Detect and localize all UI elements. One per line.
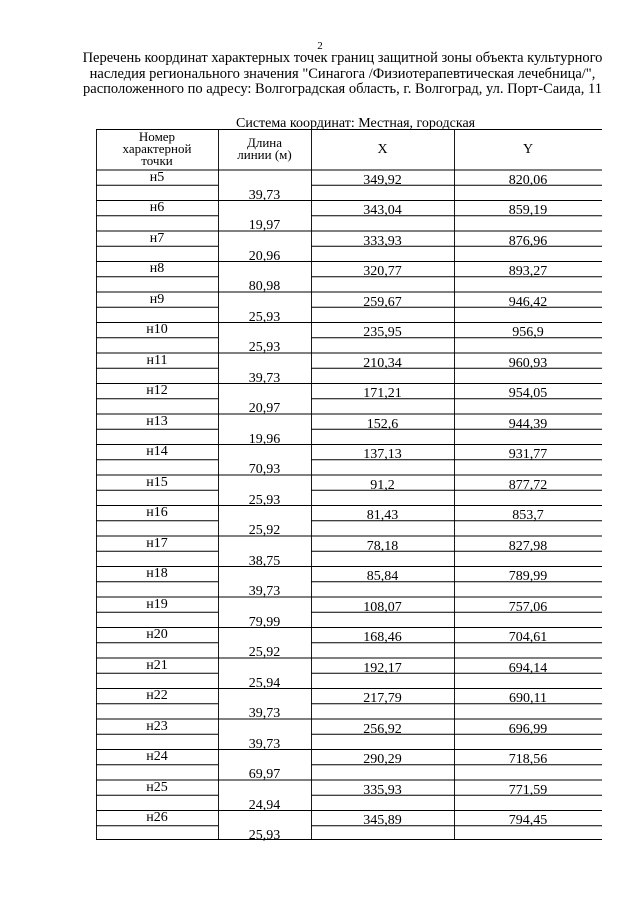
x-coordinate-cell: 192,17 (363, 660, 402, 676)
x-coordinate-cell: 217,79 (363, 691, 402, 706)
point-number-cell: н13 (146, 413, 168, 429)
point-number-cell: н10 (146, 322, 168, 337)
line-length-cell: 19,96 (248, 431, 281, 447)
x-coordinate-cell: 85,84 (366, 569, 399, 584)
x-coordinate-cell: 81,43 (366, 508, 399, 523)
x-coordinate-cell: 78,18 (366, 538, 399, 554)
line-length-cell: 24,94 (248, 797, 281, 813)
point-number-cell: н26 (146, 810, 168, 825)
point-number-cell: н7 (149, 230, 165, 246)
line-length-cell: 39,73 (248, 370, 281, 386)
y-coordinate-cell: 876,96 (508, 233, 548, 249)
x-coordinate-cell: 171,21 (363, 386, 402, 401)
line-length-cell: 39,73 (248, 736, 281, 752)
point-number-cell: н5 (149, 169, 165, 185)
y-coordinate-cell: 794,45 (508, 813, 548, 828)
header-line-length: Длина линии (м) (237, 135, 292, 162)
x-coordinate-cell: 168,46 (363, 630, 402, 645)
coordinates-table (96, 129, 602, 844)
x-coordinate-cell: 210,34 (363, 355, 402, 371)
line-length-cell: 69,97 (248, 767, 281, 783)
y-coordinate-cell: 956,9 (512, 325, 544, 340)
x-coordinate-cell: 108,07 (363, 599, 402, 615)
point-number-cell: н23 (146, 718, 168, 734)
line-length-cell: 25,93 (248, 309, 281, 325)
point-number-cell: н21 (146, 657, 168, 673)
y-coordinate-cell: 859,19 (508, 203, 548, 218)
line-length-cell: 25,94 (248, 675, 281, 691)
y-coordinate-cell: 718,56 (508, 752, 548, 767)
y-coordinate-cell: 704,61 (508, 630, 548, 645)
line-length-cell: 70,93 (248, 462, 281, 478)
y-coordinate-cell: 853,7 (512, 508, 544, 523)
x-coordinate-cell: 259,67 (363, 294, 402, 310)
line-length-cell: 25,93 (248, 492, 281, 508)
point-number-cell: н20 (146, 627, 168, 642)
document-title: Перечень координат характерных точек границ защитной зоны объекта культурного наследия регионального значения "Синагога /Физиотерапевтическая лечебница/", расположенного по адресу: Волгоградская область, г. Волгоград, ул. Порт-Саида, 11 (82, 50, 603, 97)
line-length-cell: 39,73 (248, 584, 281, 600)
line-length-cell: 80,98 (248, 279, 281, 295)
y-coordinate-cell: 960,93 (508, 355, 548, 371)
line-length-cell: 38,75 (248, 553, 281, 569)
line-length-cell: 19,97 (248, 218, 281, 234)
point-number-cell: н16 (146, 505, 168, 520)
point-number-cell: н8 (149, 261, 165, 276)
x-coordinate-cell: 290,29 (363, 752, 402, 767)
page-number: 2 (317, 40, 323, 52)
y-coordinate-cell: 690,11 (509, 691, 547, 706)
y-coordinate-cell: 893,27 (508, 264, 548, 279)
point-number-cell: н14 (146, 444, 168, 459)
coordinate-system-label: Система координат: Местная, городская (236, 116, 476, 131)
point-number-cell: н25 (146, 779, 168, 795)
point-number-cell: н15 (146, 474, 168, 490)
point-number-cell: н18 (146, 566, 168, 581)
y-coordinate-cell: 946,42 (508, 294, 548, 310)
point-number-cell: н6 (149, 200, 165, 215)
line-length-cell: 79,99 (248, 614, 281, 630)
x-coordinate-cell: 152,6 (366, 416, 399, 432)
x-coordinate-cell: 235,95 (363, 325, 402, 340)
point-number-cell: н19 (146, 596, 168, 612)
y-coordinate-cell: 827,98 (508, 538, 548, 554)
x-coordinate-cell: 333,93 (363, 233, 402, 249)
point-number-cell: н12 (146, 383, 168, 398)
line-length-cell: 39,73 (248, 706, 281, 722)
point-number-cell: н22 (146, 688, 168, 703)
x-coordinate-cell: 345,89 (363, 813, 402, 828)
y-coordinate-cell: 954,05 (508, 386, 548, 401)
line-length-cell: 39,73 (248, 187, 281, 203)
y-coordinate-cell: 696,99 (508, 721, 548, 737)
y-coordinate-cell: 694,14 (508, 660, 548, 676)
line-length-cell: 25,93 (248, 828, 281, 844)
y-coordinate-cell: 757,06 (508, 599, 548, 615)
point-number-cell: н17 (146, 535, 168, 551)
line-length-cell: 25,92 (248, 523, 281, 539)
line-length-cell: 20,96 (248, 248, 281, 264)
x-coordinate-cell: 256,92 (363, 721, 402, 737)
line-length-cell: 20,97 (248, 401, 281, 417)
x-coordinate-cell: 91,2 (370, 477, 395, 493)
point-number-cell: н24 (146, 749, 168, 764)
line-length-cell: 25,93 (248, 340, 281, 356)
header-point-number: Номер характерной точки (122, 129, 192, 168)
y-coordinate-cell: 820,06 (508, 172, 548, 188)
header-x: X (377, 142, 388, 157)
x-coordinate-cell: 137,13 (363, 447, 402, 462)
y-coordinate-cell: 931,77 (508, 447, 548, 462)
y-coordinate-cell: 789,99 (508, 569, 548, 584)
x-coordinate-cell: 343,04 (363, 203, 402, 218)
line-length-cell: 25,92 (248, 645, 281, 661)
x-coordinate-cell: 335,93 (363, 782, 402, 798)
point-number-cell: н11 (146, 352, 168, 368)
y-coordinate-cell: 944,39 (508, 416, 548, 432)
x-coordinate-cell: 349,92 (363, 172, 402, 188)
point-number-cell: н9 (149, 291, 165, 307)
y-coordinate-cell: 771,59 (508, 782, 548, 798)
header-y: Y (522, 142, 534, 157)
y-coordinate-cell: 877,72 (508, 477, 548, 493)
x-coordinate-cell: 320,77 (363, 264, 402, 279)
